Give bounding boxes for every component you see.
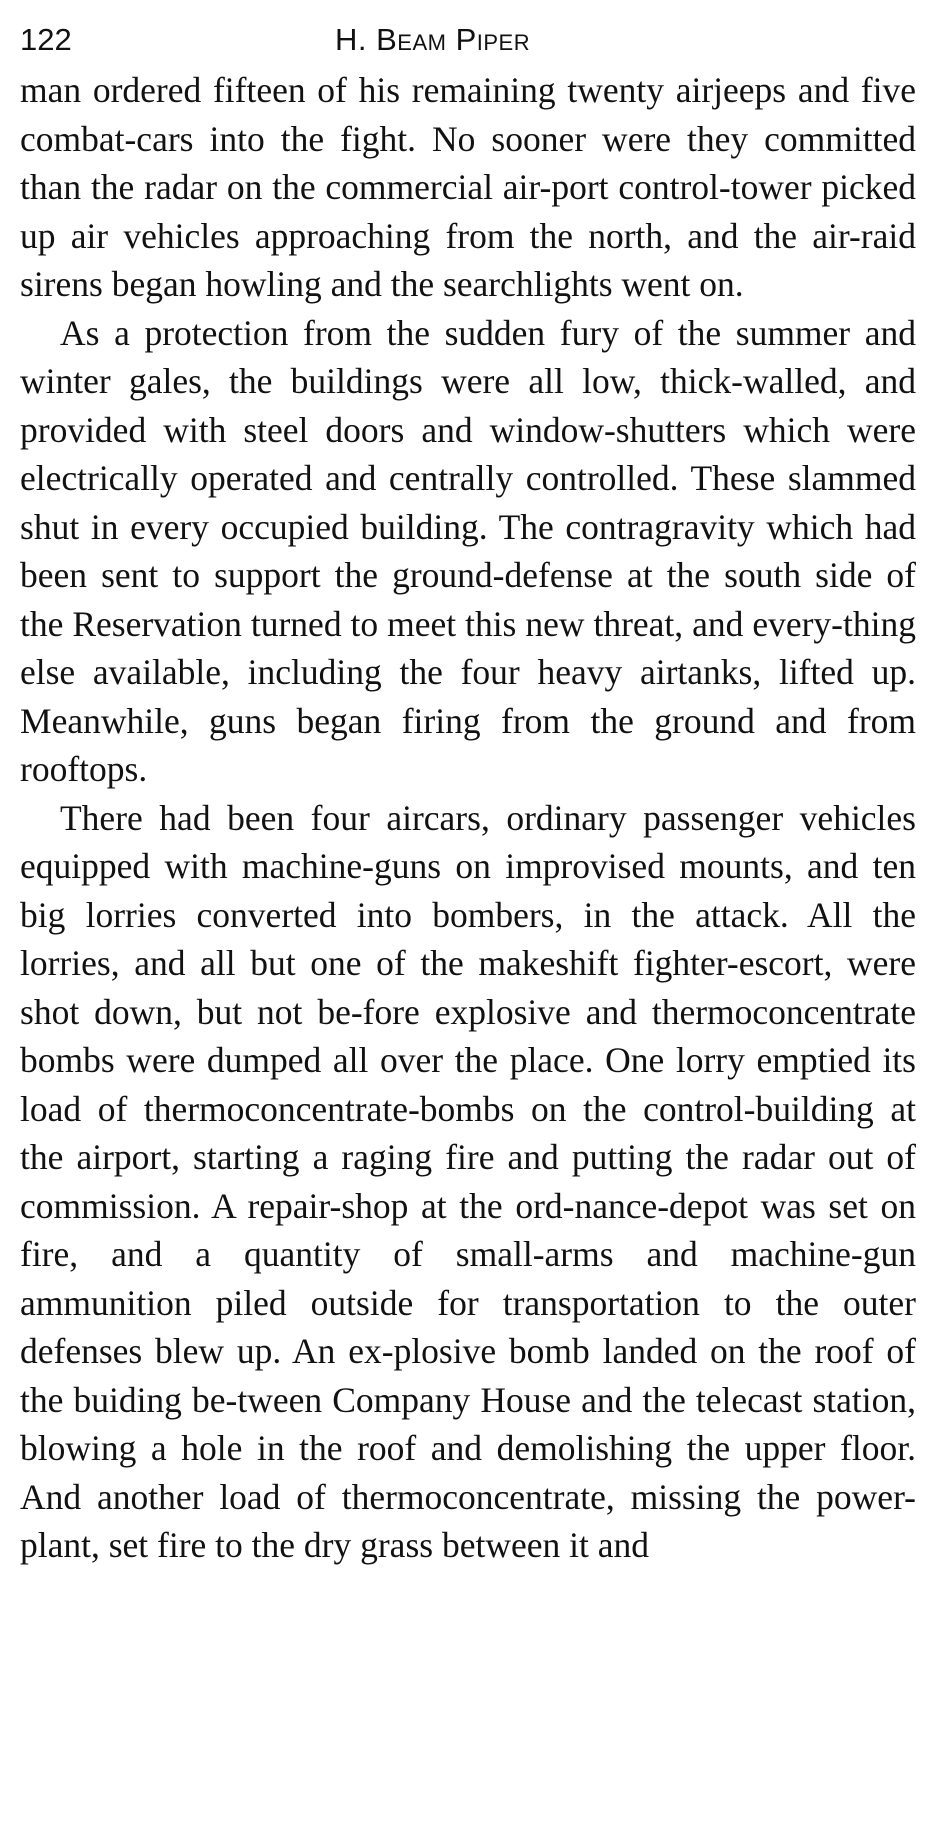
paragraph: As a protection from the sudden fury of the summer and winter gales, the buildings were all low, thick-walled, and provided with steel doors and window-shutters which were electrically operated and centrally controlled. These slammed shut in every occupied building. The contragravity which had been sent to support the ground-defense at the south side of the Reservation turned to meet this new threat, and every-thing else available, including the four heavy airtanks, lifted up. Meanwhile, guns began firing from the ground and from rooftops. bbox=[20, 312, 916, 789]
body-text bbox=[20, 66, 916, 1570]
running-head bbox=[20, 14, 916, 66]
running-title: H. Beam Piper bbox=[335, 22, 531, 57]
paragraph: There had been four aircars, ordinary passenger vehicles equipped with machine-guns on improvised mounts, and ten big lorries converted into bombers, in the attack. All the lorries, and all but one of the makeshift fighter-escort, were shot down, but not be-fore explosive and thermoconcentrate bombs were dumped all over the place. One lorry emptied its load of thermoconcentrate-bombs on the control-building at the airport, starting a raging fire and putting the radar out of commission. A repair-shop at the ord-nance-depot was set on fire, and a quantity of small-arms and machine-gun ammunition piled outside for transportation to the outer defenses blew up. An ex-plosive bomb landed on the roof of the buiding be-tween Company House and the telecast station, blowing a hole in the roof and demolishing the upper floor. And another load of thermoconcentrate, missing the power-plant, set fire to the dry grass between it and bbox=[20, 797, 916, 1565]
page-number: 122 bbox=[20, 22, 72, 57]
paragraph-continued: man ordered fifteen of his remaining twenty airjeeps and five combat-cars into the fight. No sooner were they committed than the radar on the commercial air-port control-tower picked up air vehicles approaching from the north, and the air-raid sirens began howling and the searchlights went on. bbox=[20, 70, 916, 304]
book-page bbox=[20, 14, 916, 1570]
